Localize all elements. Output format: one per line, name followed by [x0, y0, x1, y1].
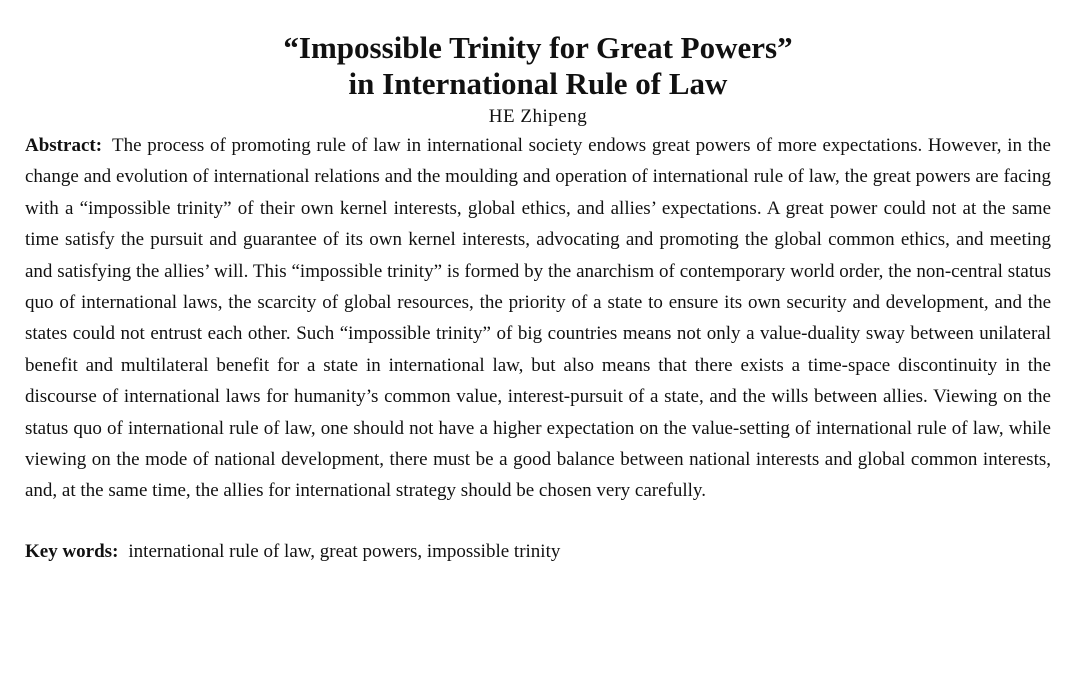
- keywords-text: international rule of law, great powers, impossible trinity: [128, 540, 561, 562]
- paper-page: [25, 30, 1051, 566]
- abstract-label: Abstract:: [25, 135, 103, 156]
- title-line-2: in International Rule of Law: [348, 66, 728, 101]
- paper-title: [25, 30, 1051, 102]
- title-line-1: “Impossible Trinity for Great Powers”: [283, 30, 793, 65]
- keywords-line: [25, 538, 1051, 566]
- keywords-label: Key words:: [25, 540, 119, 562]
- author-name: HE Zhipeng: [488, 106, 588, 127]
- abstract-paragraph: [25, 130, 1051, 507]
- abstract-text: The process of promoting rule of law in international society endows great powers of more expectations. However, in the change and evolution of international relations and the moulding and operation of international rule of law, the great powers are facing with a “impossible trinity” of their own kernel interests, global ethics, and allies’ expectations. A great power could not at the same time satisfy the pursuit and guarantee of its own kernel interests, advocating and promoting the global common ethics, and meeting and satisfying the allies’ will. This “impossible trinity” is formed by the anarchism of contemporary world order, the non-central status quo of international laws, the scarcity of global resources, the priority of a state to ensure its own security and development, and the states could not entrust each other. Such “impossible trinity” of big countries means not only a value-duality sway between unilateral benefit and multilateral benefit for a state in international law, but also means that there exists a time-space discontinuity in the discourse of international laws for humanity’s common value, interest-pursuit of a state, and the wills between allies. Viewing on the status quo of international rule of law, one should not have a higher expectation on the value-setting of international rule of law, while viewing on the mode of national development, there must be a good balance between national interests and global common interests, and, at the same time, the allies for international strategy should be chosen very carefully.: [25, 135, 1051, 502]
